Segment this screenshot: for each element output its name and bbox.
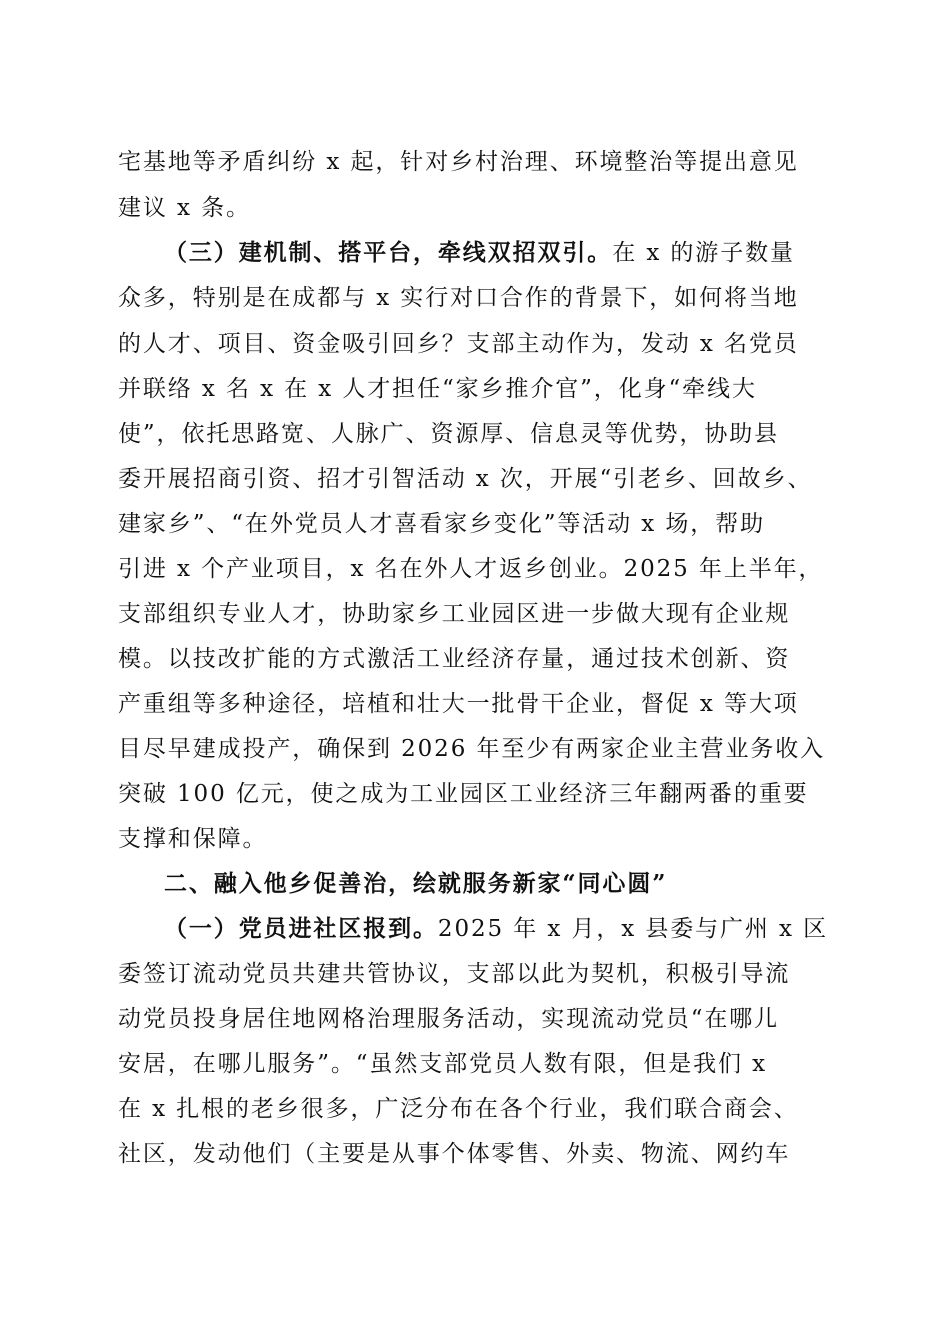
text-line: 宅基地等矛盾纠纷 x 起，针对乡村治理、环境整治等提出意见	[118, 149, 799, 175]
text-line: 委开展招商引资、招才引智活动 x 次，开展“引老乡、回故乡、	[118, 466, 813, 492]
text-run: 2025 年 x 月，x 县委与广州 x 区	[437, 916, 829, 942]
text-line: 使”，依托思路宽、人脉广、资源厚、信息灵等优势，协助县	[118, 421, 780, 447]
paragraph-line	[164, 907, 894, 951]
text-line: 产重组等多种途径，培植和壮大一批骨干企业，督促 x 等大项	[118, 691, 799, 717]
text-line: 引进 x 个产业项目，x 名在外人才返乡创业。2025 年上半年，	[118, 556, 824, 582]
text-line: 众多，特别是在成都与 x 实行对口合作的背景下，如何将当地	[118, 285, 799, 311]
text-run: 在 x 的游子数量	[612, 240, 795, 266]
text-line: 建议 x 条。	[118, 195, 251, 221]
text-line: 在 x 扎根的老乡很多，广泛分布在各个行业，我们联合商会、	[118, 1096, 799, 1122]
text-line: 突破 100 亿元，使之成为工业园区工业经济三年翻两番的重要	[118, 781, 809, 807]
text-line: 的人才、项目、资金吸引回乡？支部主动作为，发动 x 名党员	[118, 331, 799, 357]
section-heading: （三）建机制、搭平台，牵线双招双引。	[164, 239, 613, 266]
paragraph-line	[164, 231, 894, 275]
text-line: 并联络 x 名 x 在 x 人才担任“家乡推介官”，化身“牵线大	[118, 376, 757, 402]
text-line: 目尽早建成投产，确保到 2026 年至少有两家企业主营业务收入	[118, 736, 826, 762]
text-line: 动党员投身居住地网格治理服务活动，实现流动党员“在哪儿	[118, 1006, 780, 1032]
section-heading: （一）党员进社区报到。	[164, 915, 438, 942]
text-line: 委签订流动党员共建共管协议，支部以此为契机，积极引导流	[118, 961, 791, 987]
text-line: 支撑和保障。	[118, 826, 268, 852]
chapter-heading: 二、融入他乡促善治，绘就服务新家“同心圆”	[164, 870, 668, 897]
text-line: 社区，发动他们（主要是从事个体零售、外卖、物流、网约车	[118, 1141, 791, 1167]
text-line: 模。以技改扩能的方式激活工业经济存量，通过技术创新、资	[118, 646, 791, 672]
text-line: 支部组织专业人才，协助家乡工业园区进一步做大现有企业规	[118, 601, 791, 627]
text-line: 安居，在哪儿服务”。“虽然支部党员人数有限，但是我们 x	[118, 1051, 767, 1077]
text-line: 建家乡”、“在外党员人才喜看家乡变化”等活动 x 场，帮助	[118, 511, 765, 537]
